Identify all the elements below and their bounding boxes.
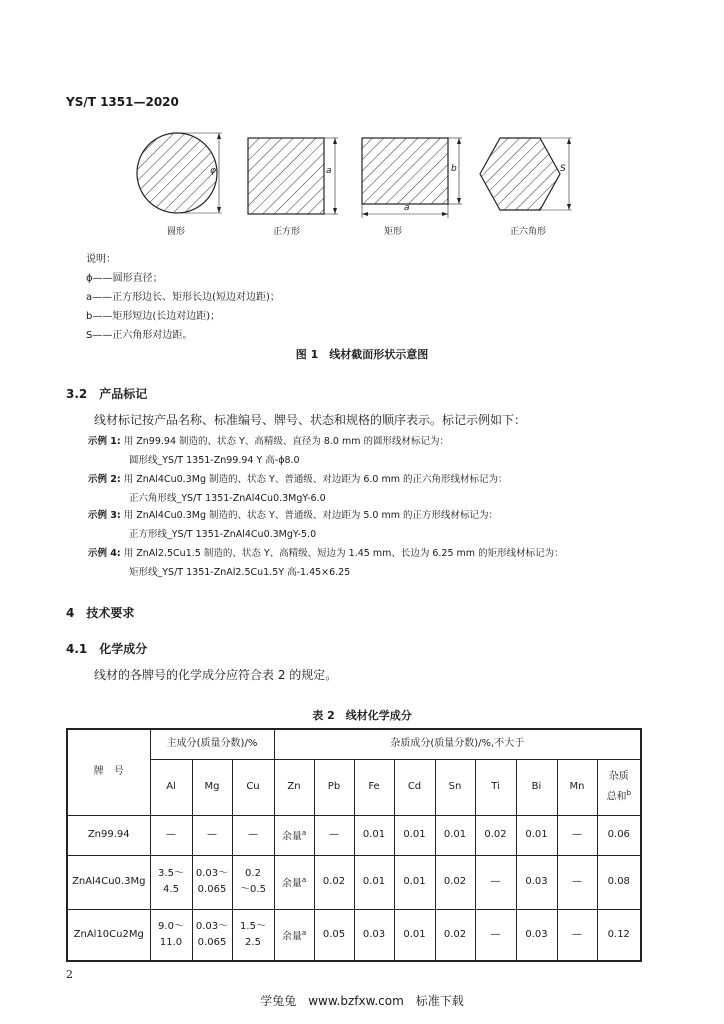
hexagon-dim-label: S xyxy=(560,164,566,174)
figure-caption: 图 1 线材截面形状示意图 xyxy=(295,348,429,361)
rectangle-caption: 矩形 xyxy=(384,227,403,237)
example-3 xyxy=(88,507,498,521)
range-to: ～0.5 xyxy=(240,884,266,895)
circle-dim-label: φ xyxy=(210,166,216,176)
sn-cell: 0.02 xyxy=(435,909,475,961)
col-ti: Ti xyxy=(475,759,516,815)
square-shape xyxy=(248,138,338,214)
total-line1: 杂质 xyxy=(608,770,629,782)
example-label: 示例 4: xyxy=(88,548,121,559)
zn-value: 余量 xyxy=(281,930,302,942)
example-text: 用 ZnAl4Cu0.3Mg 制造的、状态 Y、普通级、对边距为 5.0 mm 的正方形线材标记为： xyxy=(123,510,498,521)
bi-cell: 0.01 xyxy=(516,815,557,855)
note-line: a——正方形边长、矩形长边(短边对边距)； xyxy=(86,292,280,303)
grade-cell: ZnAl10Cu2Mg xyxy=(67,909,150,961)
example-label: 示例 1: xyxy=(88,436,121,447)
col-zn: Zn xyxy=(274,759,314,815)
total-cell: 0.08 xyxy=(597,855,641,909)
cd-cell: 0.01 xyxy=(394,815,435,855)
ti-cell: — xyxy=(475,855,516,909)
ti-cell: 0.02 xyxy=(475,815,516,855)
chemical-composition-table xyxy=(66,728,642,962)
zn-value: 余量 xyxy=(281,831,302,843)
fe-cell: 0.01 xyxy=(354,815,394,855)
pb-cell: 0.05 xyxy=(314,909,354,961)
pb-cell: — xyxy=(314,815,354,855)
total-cell: 0.12 xyxy=(597,909,641,961)
footnote-mark: b xyxy=(626,788,632,797)
example-3-mark: 正方形线_YS/T 1351-ZnAl4Cu0.3MgY-5.0 xyxy=(129,529,317,540)
table-row xyxy=(67,855,641,909)
rectangle-width-label: a xyxy=(404,203,410,213)
table-subheader-row xyxy=(67,759,641,815)
table-2-caption: 表 2 线材化学成分 xyxy=(312,709,412,722)
zn-cell xyxy=(274,815,314,855)
col-al: Al xyxy=(150,759,192,815)
range-to: 4.5 xyxy=(163,884,179,895)
grade-header: 牌 号 xyxy=(67,729,150,815)
section-4-1-title: 4.1 化学成分 xyxy=(66,642,148,656)
range-from: 3.5～ xyxy=(158,868,184,879)
bi-cell: 0.03 xyxy=(516,855,557,909)
table-header-row xyxy=(67,729,641,759)
section-3-2-intro: 线材标记按产品名称、标准编号、牌号、状态和规格的顺序表示。标记示例如下： xyxy=(94,413,527,427)
mn-cell: — xyxy=(557,815,597,855)
example-2 xyxy=(88,471,508,485)
col-cd: Cd xyxy=(394,759,435,815)
mn-cell: — xyxy=(557,855,597,909)
table-row xyxy=(67,909,641,961)
col-mn: Mn xyxy=(557,759,597,815)
cu-cell xyxy=(232,909,274,961)
sn-cell: 0.01 xyxy=(435,815,475,855)
hexagon-shape xyxy=(480,138,572,210)
note-line: ϕ——圆形直径； xyxy=(86,273,163,284)
example-4-mark: 矩形线_YS/T 1351-ZnAl2.5Cu1.5Y 高-1.45×6.25 xyxy=(129,567,351,578)
section-4-title: 4 技术要求 xyxy=(66,606,135,620)
site-footer: 学兔兔 www.bzfxw.com 标准下载 xyxy=(260,994,464,1008)
example-label: 示例 3: xyxy=(88,510,121,521)
cd-cell: 0.01 xyxy=(394,909,435,961)
square-dim-label: a xyxy=(326,166,332,176)
rectangle-height-label: b xyxy=(451,164,457,174)
mg-cell xyxy=(192,909,232,961)
rectangle-shape xyxy=(362,138,462,218)
al-cell xyxy=(150,909,192,961)
note-line: S——正六角形对边距。 xyxy=(86,330,193,341)
hexagon-caption: 正六角形 xyxy=(510,227,547,237)
cu-cell xyxy=(232,855,274,909)
zn-value: 余量 xyxy=(281,878,302,890)
zn-cell xyxy=(274,855,314,909)
range-from: 9.0～ xyxy=(158,920,184,932)
example-1 xyxy=(88,433,449,447)
cd-cell: 0.01 xyxy=(394,855,435,909)
square-caption: 正方形 xyxy=(273,227,301,237)
col-mg: Mg xyxy=(192,759,232,815)
cross-section-figure xyxy=(120,130,590,220)
section-4-1-text: 线材的各牌号的化学成分应符合表 2 的规定。 xyxy=(94,668,338,682)
mg-cell xyxy=(192,855,232,909)
figure-notes xyxy=(86,250,280,345)
fe-cell: 0.01 xyxy=(354,855,394,909)
footnote-mark: a xyxy=(301,928,307,937)
pb-cell: 0.02 xyxy=(314,855,354,909)
footnote-mark: a xyxy=(301,875,307,884)
al-cell xyxy=(150,855,192,909)
example-2-mark: 正六角形线_YS/T 1351-ZnAl4Cu0.3MgY-6.0 xyxy=(129,493,326,504)
example-label: 示例 2: xyxy=(88,474,121,485)
col-bi: Bi xyxy=(516,759,557,815)
range-to: 0.065 xyxy=(197,936,227,948)
total-line2: 总和 xyxy=(606,791,627,803)
range-from: 0.2 xyxy=(245,868,261,879)
col-total-impurities xyxy=(597,759,641,815)
al-cell: — xyxy=(150,815,192,855)
note-line: 说明： xyxy=(86,254,116,265)
total-cell: 0.06 xyxy=(597,815,641,855)
circle-caption: 圆形 xyxy=(167,227,186,237)
col-sn: Sn xyxy=(435,759,475,815)
note-line: b——矩形短边(长边对边距)； xyxy=(86,311,221,322)
impurities-header: 杂质成分(质量分数)/%,不大于 xyxy=(274,729,641,759)
mn-cell: — xyxy=(557,909,597,961)
range-from: 0.03～ xyxy=(195,920,229,932)
grade-cell: ZnAl4Cu0.3Mg xyxy=(67,855,150,909)
grade-cell: Zn99.94 xyxy=(67,815,150,855)
range-to: 0.065 xyxy=(197,884,227,895)
example-text: 用 ZnAl4Cu0.3Mg 制造的、状态 Y、普通级、对边距为 6.0 mm 的正六角形线材标记为： xyxy=(123,474,508,485)
page-number: 2 xyxy=(66,968,73,981)
col-cu: Cu xyxy=(232,759,274,815)
zn-cell xyxy=(274,909,314,961)
section-3-2-title: 3.2 产品标记 xyxy=(66,387,148,401)
footnote-mark: a xyxy=(301,828,307,837)
mg-cell: — xyxy=(192,815,232,855)
standard-number-header: YS/T 1351—2020 xyxy=(66,95,179,109)
col-pb: Pb xyxy=(314,759,354,815)
range-to: 2.5 xyxy=(245,936,261,948)
col-fe: Fe xyxy=(354,759,394,815)
table-row xyxy=(67,815,641,855)
range-to: 11.0 xyxy=(159,936,183,948)
cu-cell: — xyxy=(232,815,274,855)
sn-cell: 0.02 xyxy=(435,855,475,909)
ti-cell: — xyxy=(475,909,516,961)
example-text: 用 Zn99.94 制造的、状态 Y、高精级、直径为 8.0 mm 的圆形线材标记为： xyxy=(123,436,450,447)
range-from: 0.03～ xyxy=(195,868,229,879)
fe-cell: 0.03 xyxy=(354,909,394,961)
example-4 xyxy=(88,545,564,559)
bi-cell: 0.03 xyxy=(516,909,557,961)
example-text: 用 ZnAl2.5Cu1.5 制造的、状态 Y、高精级、短边为 1.45 mm、长边为 6.25 mm 的矩形线材标记为： xyxy=(123,548,564,559)
main-components-header: 主成分(质量分数)/% xyxy=(150,729,274,759)
range-from: 1.5～ xyxy=(240,920,266,932)
example-1-mark: 圆形线_YS/T 1351-Zn99.94 Y 高-ϕ8.0 xyxy=(129,455,300,466)
